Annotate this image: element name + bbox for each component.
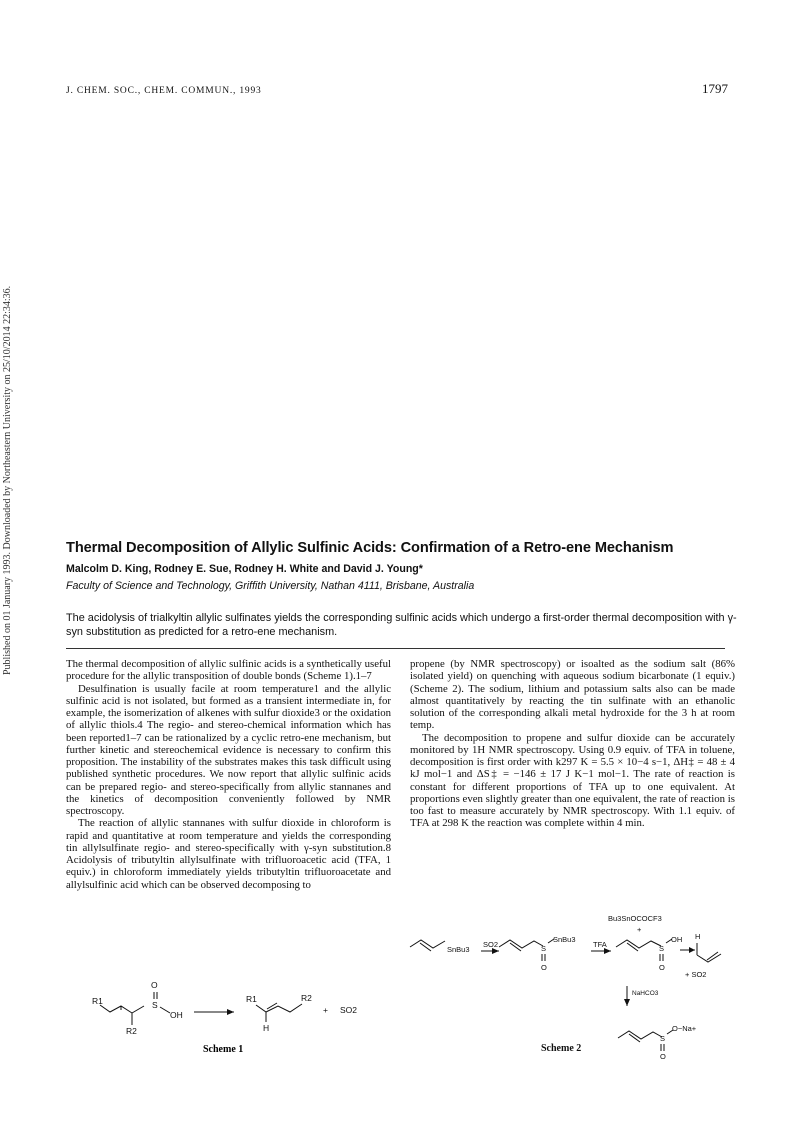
paragraph: The decomposition to propene and sulfur dioxide can be accurately monitored by 1H NMR spectroscopy. Using 0.9 equiv. of TFA in toluene, decomposition is first order with k297 K = 5.5 × 10−4 s−1, ΔH‡ = 48 ± 4 kJ mol−1 and ΔS‡ = −146 ± 17 J K−1 mol−1. The rate of reaction is constant for different proportions of TFA up to one equivalent. At proportions even slightly greater than one equivalent, the rate of reaction is too fast to measure accurately by NMR spectroscopy. With 1.1 equiv. of TFA at 298 K the reaction was complete within 4 min.	[410, 731, 735, 830]
paragraph: Desulfination is usually facile at room temperature1 and the allylic sulfinic acid is not isolated, but formed as a transient intermediate in, for example, the isomerization of alkenes with sulfur dioxide3 or the oxidation of allylic thiols.4 The regio- and stereo-chemical information which has been reported1–7 can be rationalized by a cyclic retro-ene mechanism, but further kinetic and stereochemical evidence is necessary to confirm this proposition. The instability of the substrates makes this task difficult using published synthetic procedures. We now report that allylic sulfinic acids can be prepared regio- and stereo-specifically from allylic stannanes and the kinetics of decomposition conveniently followed by NMR spectroscopy.	[66, 682, 391, 817]
scheme1-r1-label: R1	[92, 996, 103, 1006]
scheme-2-diagram	[405, 910, 735, 1060]
scheme1-s-label: S	[152, 1000, 158, 1010]
scheme2-s3-label: S	[660, 1034, 666, 1043]
paragraph: The reaction of allylic stannanes with sulfur dioxide in chloroform is rapid and quantitative at room temperature and yields the corresponding tin allylsulfinate regio- and stereo-specifically with γ-syn substitution.8 Acidolysis of tributyltin allylsulfinate with trifluoroacetic acid (TFA, 1 equiv.) in chloroform immediately yields tributyltin trifluoroacetate and allylsulfinic acid which can be observed decomposing to	[66, 817, 391, 891]
scheme2-o1-label: O	[541, 963, 547, 972]
publication-note-text[interactable]: Published on 01 January 1993. Downloaded by Northeastern University on 25/10/2014 22:34:36.	[2, 285, 13, 675]
scheme-1-diagram	[76, 982, 396, 1058]
scheme2-snbu3-start-label: SnBu3	[447, 945, 470, 954]
scheme1-plus: +	[323, 1005, 328, 1015]
scheme1-h-label: H	[263, 1023, 270, 1033]
scheme2-plus-so2-label: + SO2	[685, 970, 707, 979]
paragraph: propene (by NMR spectroscopy) or isoalted as the sodium salt (86% isolated yield) on quenching with aqueous sodium bicarbonate (1 equiv.) (Scheme 2). The sodium, lithium and potassium salts also can be made almost quantitatively by reacting the tin sulfinate with an ethanolic solution of the corresponding alkali metal hydroxide for the 3 h at room temp.	[410, 658, 735, 732]
scheme2-byproduct-label: Bu3SnOCOCF3	[608, 914, 662, 923]
scheme2-so2-reagent-label: SO2	[483, 940, 499, 949]
scheme2-s2-label: S	[659, 944, 665, 953]
scheme2-h-label: H	[695, 932, 701, 941]
affiliation: Faculty of Science and Technology, Griffith University, Nathan 4111, Brisbane, Australia	[66, 580, 475, 592]
scheme1-r2-product-label: R2	[301, 993, 312, 1003]
scheme-1-caption: Scheme 1	[203, 1044, 244, 1055]
scheme1-so2-label: SO2	[340, 1005, 358, 1015]
scheme2-ona-label: O−Na+	[672, 1024, 697, 1033]
scheme1-oh-label: OH	[170, 1010, 183, 1020]
scheme-2-caption: Scheme 2	[541, 1043, 582, 1054]
scheme2-nahco3-label: NaHCO3	[632, 990, 659, 997]
paragraph: The thermal decomposition of allylic sulfinic acids is a synthetically useful procedure for the allylic transposition of double bonds (Scheme 1).1–7	[66, 658, 391, 683]
scheme2-s1-label: S	[541, 944, 547, 953]
body-left-column	[66, 658, 391, 891]
abstract-divider	[66, 648, 725, 649]
scheme2-snbu3-ester-label: SnBu3	[553, 935, 576, 944]
body-right-column	[410, 658, 735, 830]
scheme2-plus-top: +	[637, 925, 642, 934]
scheme1-r1-product-label: R1	[246, 994, 257, 1004]
scheme2-tfa-label: TFA	[593, 940, 607, 949]
running-head: J. CHEM. SOC., CHEM. COMMUN., 1993	[66, 86, 262, 96]
scheme2-o2-label: O	[659, 963, 665, 972]
scheme1-r2-label: R2	[126, 1026, 137, 1036]
scheme2-oh-label: OH	[671, 935, 683, 944]
article-title: Thermal Decomposition of Allylic Sulfinic Acids: Confirmation of a Retro-ene Mechanism	[66, 540, 674, 556]
scheme2-o3-label: O	[660, 1052, 666, 1060]
author-list: Malcolm D. King, Rodney E. Sue, Rodney H. White and David J. Young*	[66, 563, 423, 575]
abstract: The acidolysis of trialkyltin allylic sulfinates yields the corresponding sulfinic acids which undergo a first-order thermal decomposition with γ-syn substitution as predicted for a retro-ene mechanism.	[66, 612, 737, 638]
publication-note	[2, 250, 16, 930]
scheme1-o-label: O	[151, 982, 158, 990]
page-number: 1797	[702, 81, 728, 96]
